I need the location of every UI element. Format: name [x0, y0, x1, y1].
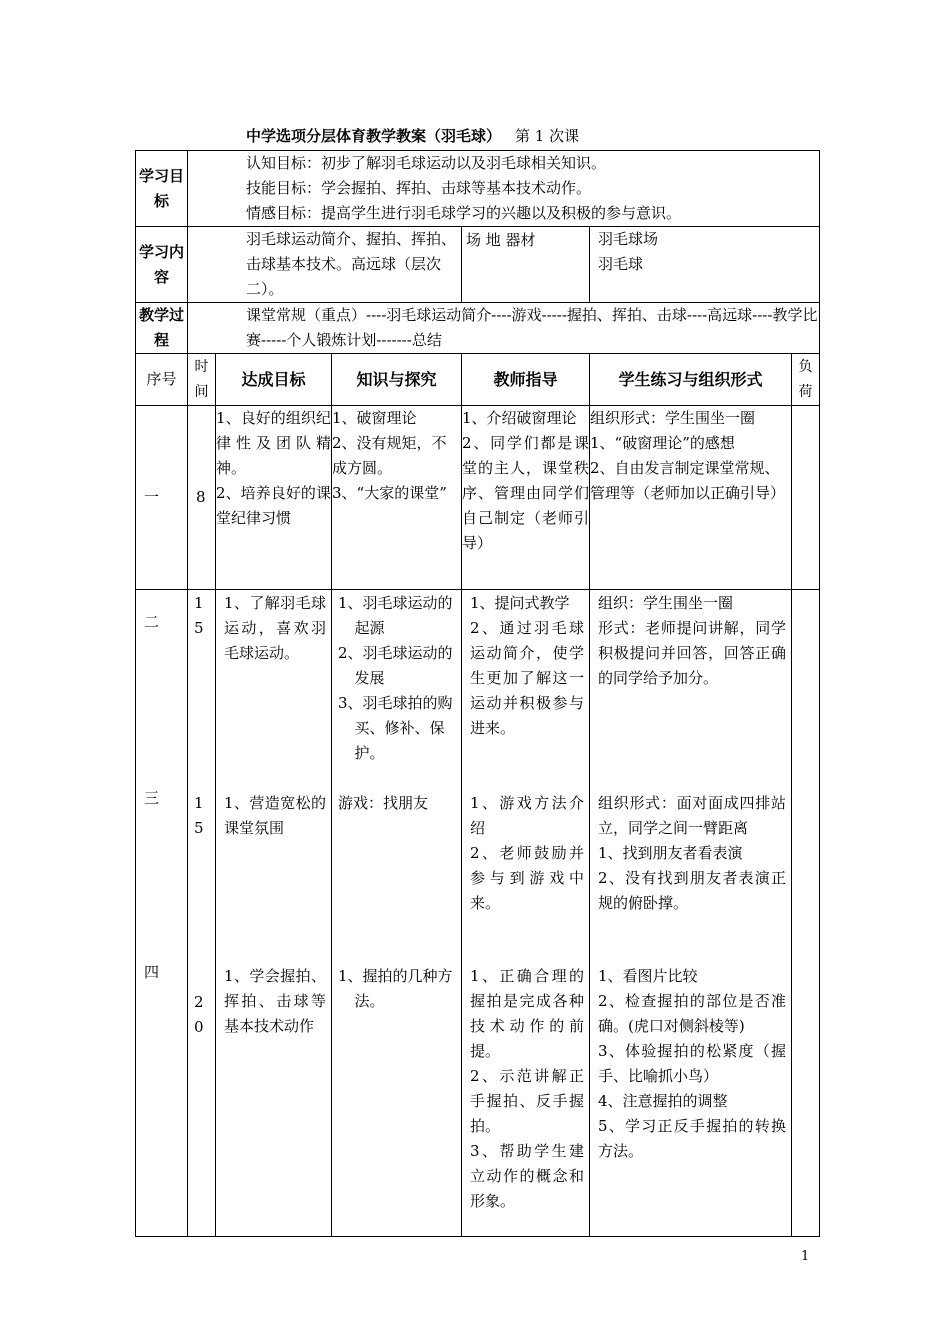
time-4: 20 — [194, 993, 204, 1036]
text-line: 3、体验握拍的松紧度（握手、比喻抓小鸟） — [598, 1042, 786, 1085]
seq-2: 二 — [144, 613, 160, 631]
venue-value — [590, 227, 820, 303]
lesson-number: 第 1 次课 — [515, 127, 580, 145]
knowledge-4 — [338, 964, 458, 1014]
teacher-3 — [470, 791, 584, 916]
row1-goal — [216, 406, 332, 590]
text-line: 1、提问式教学 — [470, 594, 570, 612]
activity-row-1 — [136, 406, 820, 590]
text-line: 2、没有规矩，不成方圆。 — [332, 434, 447, 477]
student-2 — [598, 591, 786, 691]
content-text: 羽毛球运动简介、握拍、挥拍、击球基本技术。高远球（层次二）。 — [188, 227, 462, 303]
goal-skill: 技能目标：学会握拍、挥拍、击球等基本技术动作。 — [246, 179, 592, 197]
text-line: 1、正确合理的握拍是完成各种技术动作的前提。 — [470, 967, 584, 1060]
process-row — [136, 303, 820, 354]
goal-cognitive: 认知目标：初步了解羽毛球运动以及羽毛球相关知识。 — [246, 154, 607, 172]
col-knowledge: 知识与探究 — [332, 354, 462, 406]
text-line: 1、了解羽毛球运动，喜欢羽毛球运动。 — [224, 594, 326, 662]
row1-knowledge — [332, 406, 462, 590]
col-load: 负荷 — [792, 354, 820, 406]
col-time: 时间 — [188, 354, 216, 406]
goals-cell — [188, 151, 820, 227]
text-line: 2、老师鼓励并参与到游戏中来。 — [470, 844, 584, 912]
content-row — [136, 227, 820, 303]
text-line: 3、“大家的课堂” — [332, 484, 447, 502]
text-line: 1、“破窗理论”的感想 — [590, 434, 735, 452]
activity-row-2 — [136, 590, 820, 1237]
text-line: 组织：学生围坐一圈 — [598, 594, 734, 612]
goal-3 — [224, 791, 326, 841]
student-4 — [598, 964, 786, 1164]
row2-student-cell — [590, 590, 792, 1237]
text-line: 3、帮助学生建立动作的概念和形象。 — [470, 1142, 584, 1210]
text-line: 2、没有找到朋友者表演正规的俯卧撑。 — [598, 869, 786, 912]
row2-knowledge-cell — [332, 590, 462, 1237]
text-line: 1、找到朋友者看表演 — [598, 844, 743, 862]
title-text: 中学选项分层体育教学教案（羽毛球） — [246, 127, 502, 145]
text-line: 2、检查握拍的部位是否准确。(虎口对侧斜棱等) — [598, 992, 786, 1035]
text-line: 组织形式：面对面成四排站立，同学之间一臂距离 — [598, 794, 786, 837]
venue-equipment: 羽毛球 — [598, 255, 644, 273]
row1-load — [792, 406, 820, 590]
teacher-4 — [470, 964, 584, 1214]
time-3: 15 — [194, 794, 204, 837]
text-line: 组织形式：学生围坐一圈 — [590, 409, 756, 427]
col-seq: 序号 — [136, 354, 188, 406]
col-student: 学生练习与组织形式 — [590, 354, 792, 406]
col-goal: 达成目标 — [216, 354, 332, 406]
column-header-row — [136, 354, 820, 406]
text-line: 游戏：找朋友 — [338, 794, 429, 812]
process-text: 课堂常规（重点）----羽毛球运动简介----游戏-----握拍、挥拍、击球----高远球----教学比赛-----个人锻炼计划-------总结 — [188, 303, 820, 354]
text-line: 1、看图片比较 — [598, 967, 698, 985]
goals-label: 学习目标 — [136, 151, 188, 227]
text-line: 形式：老师提问讲解，同学积极提问并回答，回答正确的同学给予加分。 — [598, 619, 786, 687]
text-line: 3、羽毛球拍的购买、修补、保护。 — [338, 694, 453, 762]
text-line: 2、自由发言制定课堂常规、管理等（老师加以正确引导） — [590, 459, 786, 502]
content-label: 学习内容 — [136, 227, 188, 303]
row2-goal-cell — [216, 590, 332, 1237]
row2-teacher-cell — [462, 590, 590, 1237]
document-title — [246, 125, 579, 146]
row1-seq: 一 — [136, 406, 188, 590]
text-line: 1、介绍破窗理论 — [462, 409, 577, 427]
text-line: 2、培养良好的课堂纪律习惯 — [216, 484, 331, 527]
venue-court: 羽毛球场 — [598, 230, 659, 248]
teacher-2 — [470, 591, 584, 741]
text-line: 4、注意握拍的调整 — [598, 1092, 728, 1110]
text-line: 1、握拍的几种方法。 — [338, 967, 453, 1010]
col-teacher: 教师指导 — [462, 354, 590, 406]
text-line: 2、通过羽毛球运动简介，使学生更加了解这一运动并积极参与进来。 — [470, 619, 584, 737]
goals-row — [136, 151, 820, 227]
student-3 — [598, 791, 786, 916]
knowledge-2 — [338, 591, 458, 766]
text-line: 2、羽毛球运动的发展 — [338, 644, 453, 687]
text-line: 1、良好的组织纪律性及团队精神。 — [216, 409, 331, 477]
process-label: 教学过程 — [136, 303, 188, 354]
text-line: 1、营造宽松的课堂氛围 — [224, 794, 326, 837]
row2-time-cell — [188, 590, 216, 1237]
goal-affective: 情感目标：提高学生进行羽毛球学习的兴趣以及积极的参与意识。 — [246, 204, 682, 222]
row2-seq-cell — [136, 590, 188, 1237]
time-2: 15 — [194, 594, 204, 637]
knowledge-3 — [338, 791, 458, 816]
text-line: 1、破窗理论 — [332, 409, 417, 427]
lesson-plan-table — [135, 150, 820, 1237]
text-line: 1、游戏方法介绍 — [470, 794, 584, 837]
row1-student — [590, 406, 792, 590]
row2-load-cell — [792, 590, 820, 1237]
text-line: 2、示范讲解正手握拍、反手握拍。 — [470, 1067, 584, 1135]
row1-time: 8 — [188, 406, 216, 590]
text-line: 5、学习正反手握拍的转换方法。 — [598, 1117, 786, 1160]
text-line: 2、同学们都是课堂的主人，课堂秩序、管理由同学们自己制定（老师引导） — [462, 434, 589, 552]
seq-4: 四 — [144, 963, 160, 981]
venue-label: 场 地 器材 — [462, 227, 590, 303]
page-number: 1 — [801, 1249, 810, 1264]
text-line: 1、学会握拍、挥拍、击球等基本技术动作 — [224, 967, 326, 1035]
text-line: 1、羽毛球运动的起源 — [338, 594, 453, 637]
goal-4 — [224, 964, 326, 1039]
row1-teacher — [462, 406, 590, 590]
seq-3: 三 — [144, 789, 160, 807]
goal-2 — [224, 591, 326, 666]
